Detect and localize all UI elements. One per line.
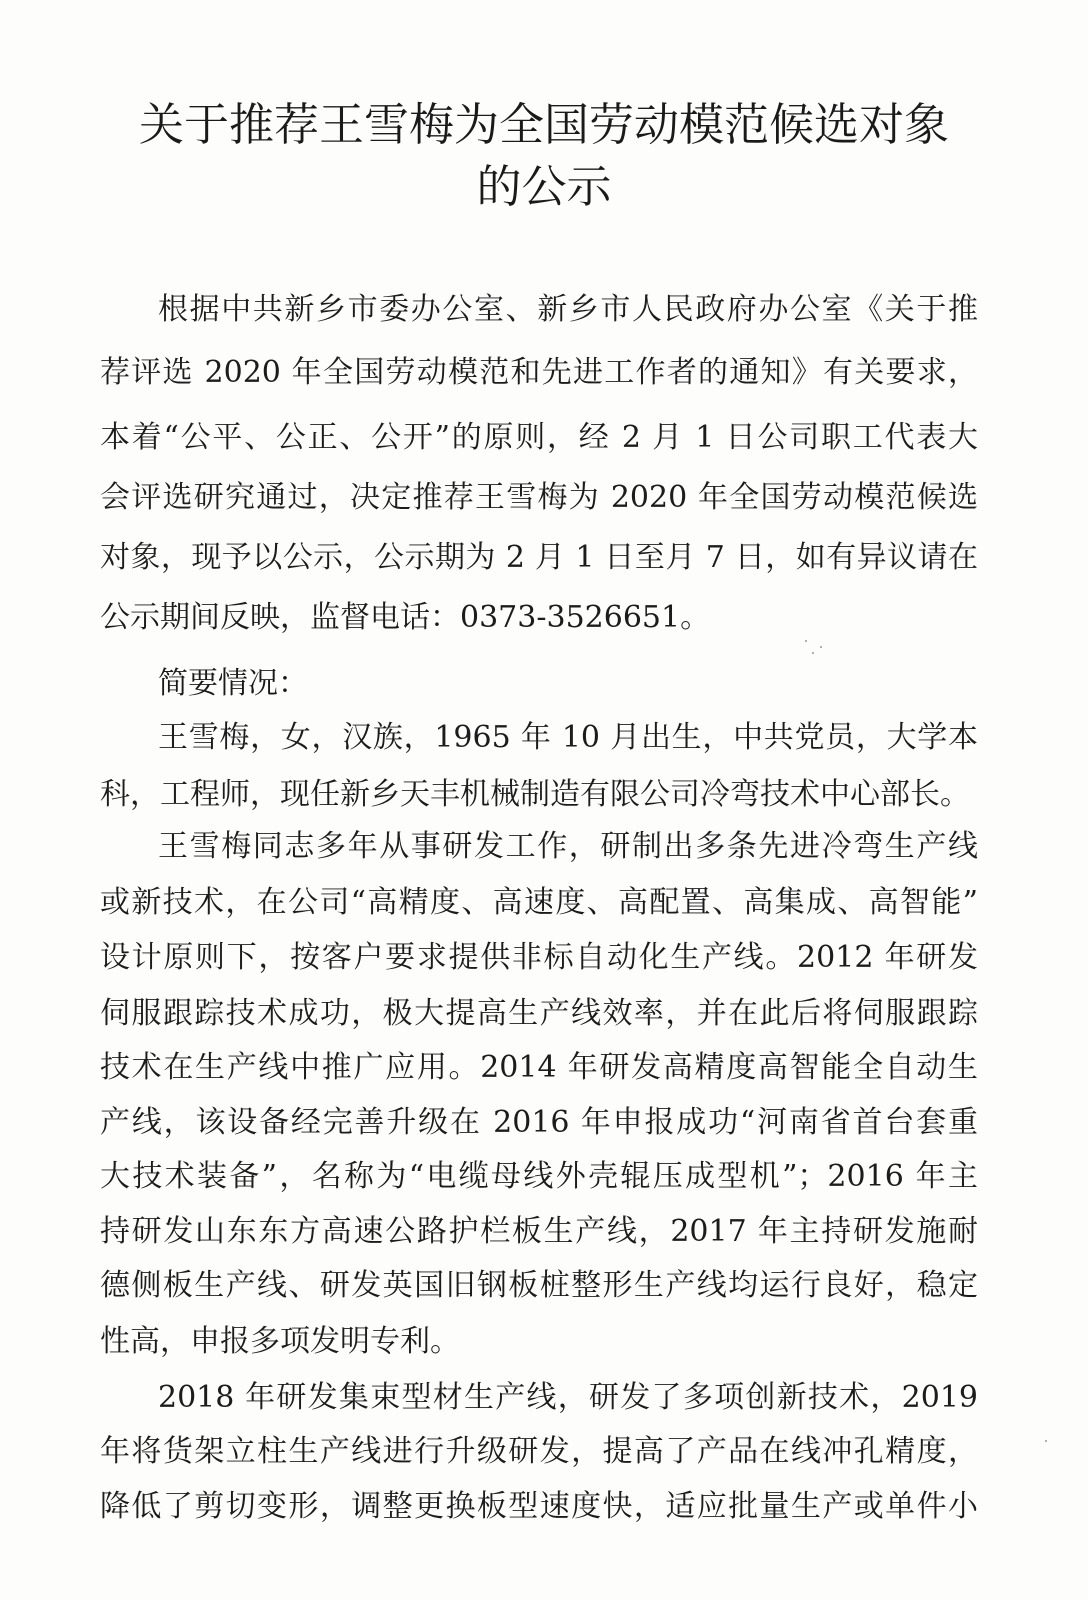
scan-speck [1045, 1440, 1047, 1442]
paragraph-3-line: 技术在生产线中推广应用。2014 年研发高精度高智能全自动生 [100, 1050, 978, 1085]
scan-speck [812, 652, 814, 654]
paragraph-3-line: 王雪梅同志多年从事研发工作，研制出多条先进冷弯生产线 [158, 829, 978, 864]
paragraph-2-line: 科，工程师，现任新乡天丰机械制造有限公司冷弯技术中心部长。 [100, 777, 970, 812]
paragraph-3-line: 持研发山东东方高速公路护栏板生产线，2017 年主持研发施耐 [100, 1214, 978, 1249]
paragraph-3-line: 产线，该设备经完善升级在 2016 年申报成功“河南省首台套重 [100, 1105, 978, 1140]
paragraph-3-line: 大技术装备”，名称为“电缆母线外壳辊压成型机”；2016 年主 [100, 1159, 978, 1194]
document-title-line-1: 关于推荐王雪梅为全国劳动模范候选对象 [138, 98, 949, 151]
paragraph-1-line: 本着“公平、公正、公开”的原则，经 2 月 1 日公司职工代表大 [100, 420, 978, 455]
paragraph-1-line: 荐评选 2020 年全国劳动模范和先进工作者的通知》有关要求， [100, 355, 978, 390]
paragraph-1-line: 根据中共新乡市委办公室、新乡市人民政府办公室《关于推 [158, 292, 978, 327]
section-heading: 简要情况： [158, 666, 308, 701]
paragraph-4-line: 年将货架立柱生产线进行升级研发，提高了产品在线冲孔精度， [100, 1434, 978, 1469]
paragraph-3-line: 设计原则下，按客户要求提供非标自动化生产线。2012 年研发 [100, 940, 978, 975]
paragraph-1-line: 会评选研究通过，决定推荐王雪梅为 2020 年全国劳动模范候选 [100, 480, 978, 515]
paragraph-3-line: 或新技术，在公司“高精度、高速度、高配置、高集成、高智能” [100, 885, 978, 920]
paragraph-3-line: 伺服跟踪技术成功，极大提高生产线效率，并在此后将伺服跟踪 [100, 996, 978, 1031]
scan-speck [820, 646, 822, 648]
paragraph-2-line: 王雪梅，女，汉族，1965 年 10 月出生，中共党员，大学本 [158, 720, 978, 755]
paragraph-1-line: 对象，现予以公示，公示期为 2 月 1 日至月 7 日，如有异议请在 [100, 540, 978, 575]
scan-speck [805, 640, 807, 642]
paragraph-1-line: 公示期间反映，监督电话：0373-3526651。 [100, 600, 711, 635]
paragraph-4-line: 降低了剪切变形，调整更换板型速度快，适应批量生产或单件小 [100, 1489, 978, 1524]
paragraph-3-line: 性高，申报多项发明专利。 [100, 1324, 460, 1359]
paragraph-4-line: 2018 年研发集束型材生产线，研发了多项创新技术，2019 [158, 1380, 978, 1415]
paragraph-3-line: 德侧板生产线、研发英国旧钢板桩整形生产线均运行良好，稳定 [100, 1268, 978, 1303]
document-title-line-2: 的公示 [476, 160, 612, 213]
